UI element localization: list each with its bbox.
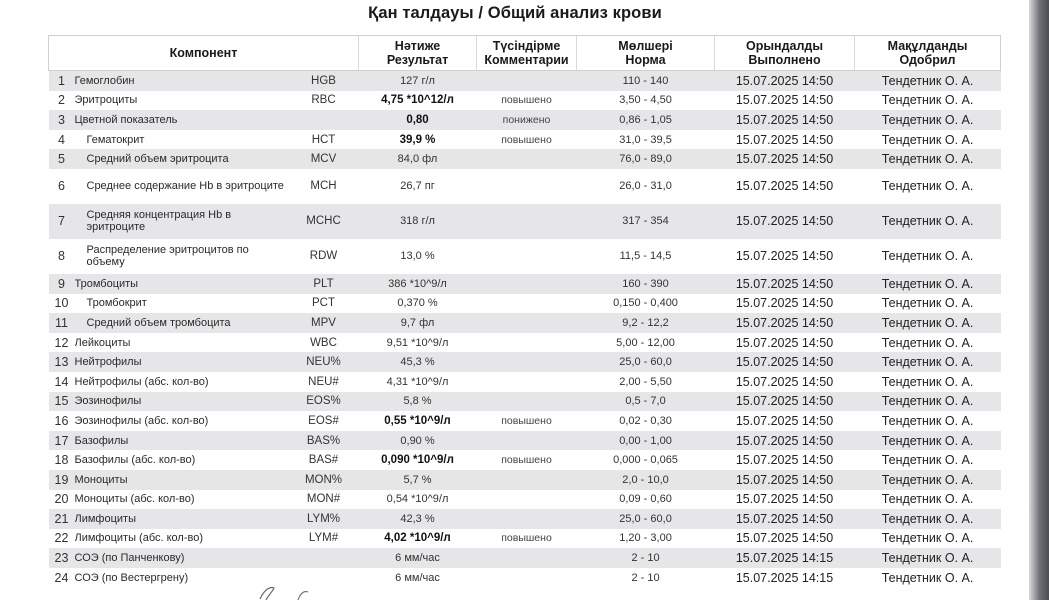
result-value: 84,0 фл — [359, 149, 477, 169]
completed-date: 15.07.2025 14:50 — [715, 411, 855, 431]
norm-range: 2 - 10 — [577, 548, 715, 568]
header-norm: Мөлшері Норма — [577, 36, 715, 71]
completed-date: 15.07.2025 14:50 — [715, 470, 855, 490]
component-name: Средний объем тромбоцита — [75, 313, 289, 333]
row-number: 21 — [49, 509, 75, 529]
component-name: Тромбоциты — [75, 274, 289, 294]
completed-date: 15.07.2025 14:50 — [715, 431, 855, 451]
approved-by: Тендетник О. А. — [855, 431, 1001, 451]
component-code: WBC — [289, 333, 359, 353]
completed-date: 15.07.2025 14:50 — [715, 149, 855, 169]
norm-range: 5,00 - 12,00 — [577, 333, 715, 353]
component-code: BAS% — [289, 431, 359, 451]
completed-date: 15.07.2025 14:50 — [715, 490, 855, 510]
norm-range: 2 - 10 — [577, 568, 715, 588]
comment-text — [477, 372, 577, 392]
completed-date: 15.07.2025 14:15 — [715, 568, 855, 588]
norm-range: 76,0 - 89,0 — [577, 149, 715, 169]
table-header — [49, 36, 1001, 71]
comment-text — [477, 169, 577, 204]
component-name: Нейтрофилы (абс. кол-во) — [75, 372, 289, 392]
row-number: 4 — [49, 130, 75, 150]
component-code: MON% — [289, 470, 359, 490]
component-code: HCT — [289, 130, 359, 150]
approved-by: Тендетник О. А. — [855, 333, 1001, 353]
table-row — [49, 509, 1001, 529]
table-row — [49, 529, 1001, 549]
component-code: EOS% — [289, 392, 359, 412]
component-code: LYM% — [289, 509, 359, 529]
header-approved: Мақұлданды Одобрил — [855, 36, 1001, 71]
comment-text: повышено — [477, 529, 577, 549]
norm-range: 160 - 390 — [577, 274, 715, 294]
component-code: HGB — [289, 71, 359, 91]
comment-text — [477, 71, 577, 91]
table-row — [49, 274, 1001, 294]
comment-text — [477, 149, 577, 169]
comment-text: повышено — [477, 130, 577, 150]
approved-by: Тендетник О. А. — [855, 204, 1001, 239]
completed-date: 15.07.2025 14:50 — [715, 71, 855, 91]
approved-by: Тендетник О. А. — [855, 490, 1001, 510]
component-name: Лимфоциты (абс. кол-во) — [75, 529, 289, 549]
result-value: 9,51 *10^9/л — [359, 333, 477, 353]
approved-by: Тендетник О. А. — [855, 509, 1001, 529]
component-name: Цветной показатель — [75, 110, 289, 130]
row-number: 12 — [49, 333, 75, 353]
row-number: 18 — [49, 450, 75, 470]
component-name: Гемоглобин — [75, 71, 289, 91]
row-number: 15 — [49, 392, 75, 412]
comment-text — [477, 470, 577, 490]
result-value: 0,55 *10^9/л — [359, 411, 477, 431]
row-number: 22 — [49, 529, 75, 549]
result-value: 0,80 — [359, 110, 477, 130]
table-row — [49, 130, 1001, 150]
result-value: 9,7 фл — [359, 313, 477, 333]
header-component: Компонент — [49, 36, 359, 71]
row-number: 2 — [49, 91, 75, 111]
table-row — [49, 204, 1001, 239]
completed-date: 15.07.2025 14:50 — [715, 110, 855, 130]
table-row — [49, 431, 1001, 451]
component-name: Среднее содержание Hb в эритроците — [75, 169, 289, 204]
norm-range: 0,02 - 0,30 — [577, 411, 715, 431]
row-number: 19 — [49, 470, 75, 490]
row-number: 23 — [49, 548, 75, 568]
table-row — [49, 294, 1001, 314]
component-name: Базофилы (абс. кол-во) — [75, 450, 289, 470]
result-value: 45,3 % — [359, 352, 477, 372]
component-code: BAS# — [289, 450, 359, 470]
approved-by: Тендетник О. А. — [855, 529, 1001, 549]
row-number: 10 — [49, 294, 75, 314]
row-number: 3 — [49, 110, 75, 130]
table-row — [49, 568, 1001, 588]
table-row — [49, 548, 1001, 568]
row-number: 20 — [49, 490, 75, 510]
norm-range: 26,0 - 31,0 — [577, 169, 715, 204]
component-code: MCV — [289, 149, 359, 169]
header-result: Нәтиже Результат — [359, 36, 477, 71]
row-number: 5 — [49, 149, 75, 169]
result-value: 4,31 *10^9/л — [359, 372, 477, 392]
table-row — [49, 313, 1001, 333]
header-done: Орындалды Выполнено — [715, 36, 855, 71]
comment-text — [477, 274, 577, 294]
component-name: Эозинофилы (абс. кол-во) — [75, 411, 289, 431]
norm-range: 110 - 140 — [577, 71, 715, 91]
norm-range: 2,00 - 5,50 — [577, 372, 715, 392]
table-row — [49, 450, 1001, 470]
completed-date: 15.07.2025 14:50 — [715, 169, 855, 204]
result-value: 6 мм/час — [359, 548, 477, 568]
approved-by: Тендетник О. А. — [855, 130, 1001, 150]
norm-range: 9,2 - 12,2 — [577, 313, 715, 333]
approved-by: Тендетник О. А. — [855, 274, 1001, 294]
component-name: Средний объем эритроцита — [75, 149, 289, 169]
comment-text — [477, 431, 577, 451]
component-code: RDW — [289, 239, 359, 274]
approved-by: Тендетник О. А. — [855, 352, 1001, 372]
result-value: 386 *10^9/л — [359, 274, 477, 294]
component-name: Эозинофилы — [75, 392, 289, 412]
component-code: RBC — [289, 91, 359, 111]
norm-range: 31,0 - 39,5 — [577, 130, 715, 150]
norm-range: 0,86 - 1,05 — [577, 110, 715, 130]
component-name: Моноциты — [75, 470, 289, 490]
comment-text — [477, 333, 577, 353]
table-row — [49, 490, 1001, 510]
result-value: 4,02 *10^9/л — [359, 529, 477, 549]
norm-range: 2,0 - 10,0 — [577, 470, 715, 490]
comment-text — [477, 568, 577, 588]
component-name: Моноциты (абс. кол-во) — [75, 490, 289, 510]
approved-by: Тендетник О. А. — [855, 294, 1001, 314]
result-value: 42,3 % — [359, 509, 477, 529]
table-row — [49, 110, 1001, 130]
row-number: 8 — [49, 239, 75, 274]
component-code: NEU# — [289, 372, 359, 392]
completed-date: 15.07.2025 14:15 — [715, 548, 855, 568]
component-code: MPV — [289, 313, 359, 333]
approved-by: Тендетник О. А. — [855, 372, 1001, 392]
table-row — [49, 71, 1001, 91]
approved-by: Тендетник О. А. — [855, 71, 1001, 91]
completed-date: 15.07.2025 14:50 — [715, 274, 855, 294]
row-number: 1 — [49, 71, 75, 91]
component-code: MON# — [289, 490, 359, 510]
completed-date: 15.07.2025 14:50 — [715, 333, 855, 353]
comment-text — [477, 392, 577, 412]
component-name: Тромбокрит — [75, 294, 289, 314]
comment-text: повышено — [477, 91, 577, 111]
component-name: Гематокрит — [75, 130, 289, 150]
approved-by: Тендетник О. А. — [855, 91, 1001, 111]
table-row — [49, 352, 1001, 372]
approved-by: Тендетник О. А. — [855, 149, 1001, 169]
table-row — [49, 372, 1001, 392]
component-name: Лейкоциты — [75, 333, 289, 353]
table-row — [49, 333, 1001, 353]
signature-mark — [250, 584, 330, 600]
table-row — [49, 392, 1001, 412]
table-row — [49, 239, 1001, 274]
comment-text — [477, 490, 577, 510]
row-number: 24 — [49, 568, 75, 588]
component-name: Средняя концентрация Hb в эритроците — [75, 204, 289, 239]
result-value: 26,7 пг — [359, 169, 477, 204]
completed-date: 15.07.2025 14:50 — [715, 91, 855, 111]
component-code: PCT — [289, 294, 359, 314]
approved-by: Тендетник О. А. — [855, 239, 1001, 274]
comment-text — [477, 204, 577, 239]
approved-by: Тендетник О. А. — [855, 411, 1001, 431]
comment-text — [477, 313, 577, 333]
norm-range: 0,00 - 1,00 — [577, 431, 715, 451]
component-code — [289, 110, 359, 130]
component-code: NEU% — [289, 352, 359, 372]
result-value: 4,75 *10^12/л — [359, 91, 477, 111]
result-value: 6 мм/час — [359, 568, 477, 588]
table-row — [49, 470, 1001, 490]
comment-text — [477, 239, 577, 274]
approved-by: Тендетник О. А. — [855, 110, 1001, 130]
completed-date: 15.07.2025 14:50 — [715, 450, 855, 470]
norm-range: 0,5 - 7,0 — [577, 392, 715, 412]
approved-by: Тендетник О. А. — [855, 548, 1001, 568]
row-number: 7 — [49, 204, 75, 239]
component-code: EOS# — [289, 411, 359, 431]
table-row — [49, 169, 1001, 204]
result-value: 0,370 % — [359, 294, 477, 314]
completed-date: 15.07.2025 14:50 — [715, 509, 855, 529]
result-value: 0,90 % — [359, 431, 477, 451]
comment-text — [477, 548, 577, 568]
completed-date: 15.07.2025 14:50 — [715, 352, 855, 372]
component-name: СОЭ (по Панченкову) — [75, 548, 289, 568]
comment-text: повышено — [477, 411, 577, 431]
row-number: 9 — [49, 274, 75, 294]
completed-date: 15.07.2025 14:50 — [715, 204, 855, 239]
row-number: 11 — [49, 313, 75, 333]
norm-range: 1,20 - 3,00 — [577, 529, 715, 549]
approved-by: Тендетник О. А. — [855, 568, 1001, 588]
component-name: Распределение эритроцитов по объему — [75, 239, 289, 274]
header-comment: Түсіндірме Комментарии — [477, 36, 577, 71]
approved-by: Тендетник О. А. — [855, 450, 1001, 470]
table-row — [49, 411, 1001, 431]
component-name: Базофилы — [75, 431, 289, 451]
completed-date: 15.07.2025 14:50 — [715, 372, 855, 392]
component-name: Лимфоциты — [75, 509, 289, 529]
completed-date: 15.07.2025 14:50 — [715, 529, 855, 549]
result-value: 318 г/л — [359, 204, 477, 239]
results-table — [48, 35, 1001, 587]
result-value: 5,8 % — [359, 392, 477, 412]
window-edge — [1029, 0, 1049, 600]
row-number: 14 — [49, 372, 75, 392]
result-value: 0,54 *10^9/л — [359, 490, 477, 510]
component-code: PLT — [289, 274, 359, 294]
component-code: LYM# — [289, 529, 359, 549]
norm-range: 11,5 - 14,5 — [577, 239, 715, 274]
approved-by: Тендетник О. А. — [855, 392, 1001, 412]
row-number: 6 — [49, 169, 75, 204]
row-number: 13 — [49, 352, 75, 372]
document-title: Қан талдауы / Общий анализ крови — [368, 4, 662, 22]
completed-date: 15.07.2025 14:50 — [715, 130, 855, 150]
norm-range: 0,150 - 0,400 — [577, 294, 715, 314]
comment-text: понижено — [477, 110, 577, 130]
comment-text: повышено — [477, 450, 577, 470]
component-name: СОЭ (по Вестергрену) — [75, 568, 289, 588]
component-code — [289, 548, 359, 568]
row-number: 17 — [49, 431, 75, 451]
table-row — [49, 91, 1001, 111]
norm-range: 0,09 - 0,60 — [577, 490, 715, 510]
approved-by: Тендетник О. А. — [855, 470, 1001, 490]
norm-range: 3,50 - 4,50 — [577, 91, 715, 111]
completed-date: 15.07.2025 14:50 — [715, 313, 855, 333]
result-value: 5,7 % — [359, 470, 477, 490]
component-code: MCH — [289, 169, 359, 204]
result-value: 0,090 *10^9/л — [359, 450, 477, 470]
table-body — [49, 71, 1001, 588]
completed-date: 15.07.2025 14:50 — [715, 294, 855, 314]
comment-text — [477, 352, 577, 372]
approved-by: Тендетник О. А. — [855, 169, 1001, 204]
row-number: 16 — [49, 411, 75, 431]
norm-range: 0,000 - 0,065 — [577, 450, 715, 470]
component-name: Эритроциты — [75, 91, 289, 111]
component-code: MCHC — [289, 204, 359, 239]
comment-text — [477, 294, 577, 314]
approved-by: Тендетник О. А. — [855, 313, 1001, 333]
completed-date: 15.07.2025 14:50 — [715, 392, 855, 412]
component-name: Нейтрофилы — [75, 352, 289, 372]
comment-text — [477, 509, 577, 529]
completed-date: 15.07.2025 14:50 — [715, 239, 855, 274]
norm-range: 25,0 - 60,0 — [577, 509, 715, 529]
norm-range: 317 - 354 — [577, 204, 715, 239]
norm-range: 25,0 - 60,0 — [577, 352, 715, 372]
result-value: 13,0 % — [359, 239, 477, 274]
result-value: 39,9 % — [359, 130, 477, 150]
result-value: 127 г/л — [359, 71, 477, 91]
table-row — [49, 149, 1001, 169]
